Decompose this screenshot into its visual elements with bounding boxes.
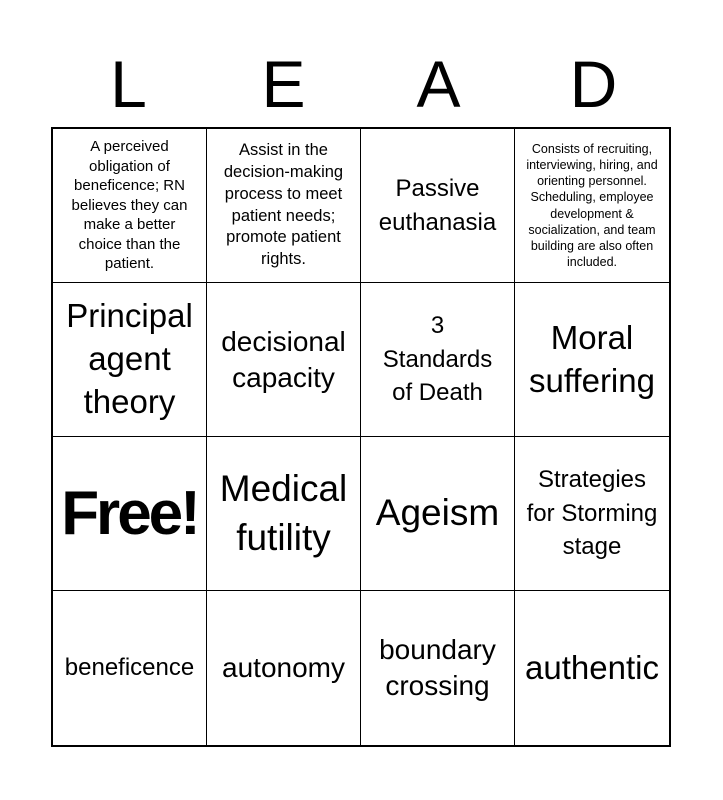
bingo-cell-r4c3[interactable] xyxy=(361,591,515,745)
cell-text: Ageism xyxy=(375,492,500,534)
cell-text: Consists of recruiting, interviewing, hiring, and orienting personnel. Scheduling, employee development & socialization, and team building are also often included. xyxy=(526,141,658,270)
bingo-cell-r4c4[interactable] xyxy=(515,591,669,745)
cell-text: beneficence xyxy=(64,654,195,682)
bingo-cell-r3c3[interactable] xyxy=(361,437,515,591)
bingo-cell-r1c4[interactable] xyxy=(515,129,669,283)
cell-text: 3 Standards of Death xyxy=(382,312,493,407)
bingo-cell-r4c1[interactable] xyxy=(53,591,207,745)
bingo-board xyxy=(51,127,671,747)
free-space-label: Free! xyxy=(61,478,198,548)
cell-text: Strategies for Storming stage xyxy=(526,466,658,561)
header-letter-a: A xyxy=(416,47,461,121)
bingo-cell-r1c2[interactable] xyxy=(207,129,361,283)
bingo-cell-r2c2[interactable] xyxy=(207,283,361,437)
header-letter-l: L xyxy=(110,47,147,121)
header-letter-e: E xyxy=(261,47,306,121)
bingo-cell-r3c4[interactable] xyxy=(515,437,669,591)
cell-text: authentic xyxy=(525,648,659,686)
cell-text: Passive euthanasia xyxy=(378,174,497,236)
cell-text: Medical futility xyxy=(219,468,348,558)
cell-text: Principal agent theory xyxy=(66,297,193,420)
cell-text: Moral suffering xyxy=(529,318,655,399)
bingo-cell-r4c2[interactable] xyxy=(207,591,361,745)
cell-text: Assist in the decision-making process to meet patient needs; promote patient rights. xyxy=(223,141,344,269)
bingo-header xyxy=(51,40,671,128)
bingo-cell-r3c2[interactable] xyxy=(207,437,361,591)
bingo-cell-r3c1-free-space[interactable] xyxy=(53,437,207,591)
bingo-cell-r1c3[interactable] xyxy=(361,129,515,283)
cell-text: boundary crossing xyxy=(379,634,496,701)
bingo-cell-r2c1[interactable] xyxy=(53,283,207,437)
cell-text: autonomy xyxy=(222,652,345,684)
cell-text: decisional capacity xyxy=(221,325,346,393)
cell-text: A perceived obligation of beneficence; RN believes they can make a better choice than the patient. xyxy=(71,138,188,273)
bingo-cell-r2c4[interactable] xyxy=(515,283,669,437)
bingo-cell-r1c1[interactable] xyxy=(53,129,207,283)
header-letter-d: D xyxy=(569,47,618,121)
bingo-cell-r2c3[interactable] xyxy=(361,283,515,437)
